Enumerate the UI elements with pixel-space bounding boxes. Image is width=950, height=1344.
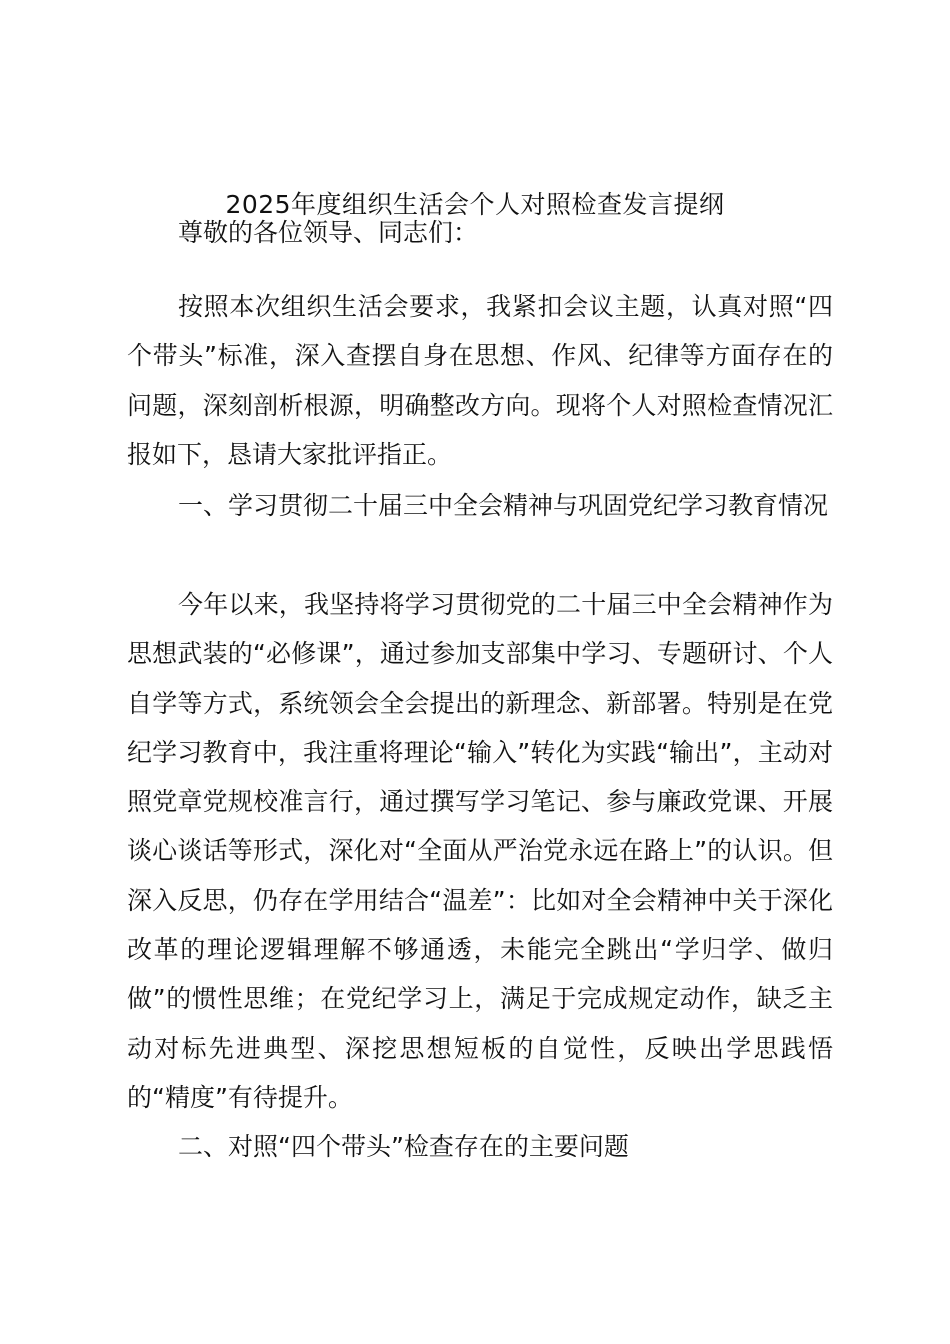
- paragraph-section-1-body: 今年以来，我坚持将学习贯彻党的二十届三中全会精神作为思想武装的“必修课”，通过参加支部集中学习、专题研讨、个人自学等方式，系统领会全会提出的新理念、新部署。特别是在党纪学习教育中，我注重将理论“输入”转化为实践“输出”，主动对照党章党规校准言行，通过撰写学习笔记、参与廉政党课、开展谈心谈话等形式，深化对“全面从严治党永远在路上”的认识。但深入反思，仍存在学用结合“温差”：比如对全会精神中关于深化改革的理论逻辑理解不够通透，未能完全跳出“学归学、做归做”的惯性思维；在党纪学习上，满足于完成规定动作，缺乏主动对标先进典型、深挖思想短板的自觉性，反映出学思践悟的“精度”有待提升。: [127, 590, 833, 1112]
- paragraph-intro: 按照本次组织生活会要求，我紧扣会议主题，认真对照“四个带头”标准，深入查摆自身在思想、作风、纪律等方面存在的问题，深刻剖析根源，明确整改方向。现将个人对照检查情况汇报如下，恳请大家批评指正。: [127, 292, 833, 469]
- salutation: 尊敬的各位领导、同志们：: [178, 218, 479, 247]
- document-title: 2025年度组织生活会个人对照检查发言提纲: [225, 190, 725, 219]
- section-heading-1: 一、学习贯彻二十届三中全会精神与巩固党纪学习教育情况: [178, 491, 829, 520]
- section-heading-2: 二、对照“四个带头”检查存在的主要问题: [178, 1132, 629, 1161]
